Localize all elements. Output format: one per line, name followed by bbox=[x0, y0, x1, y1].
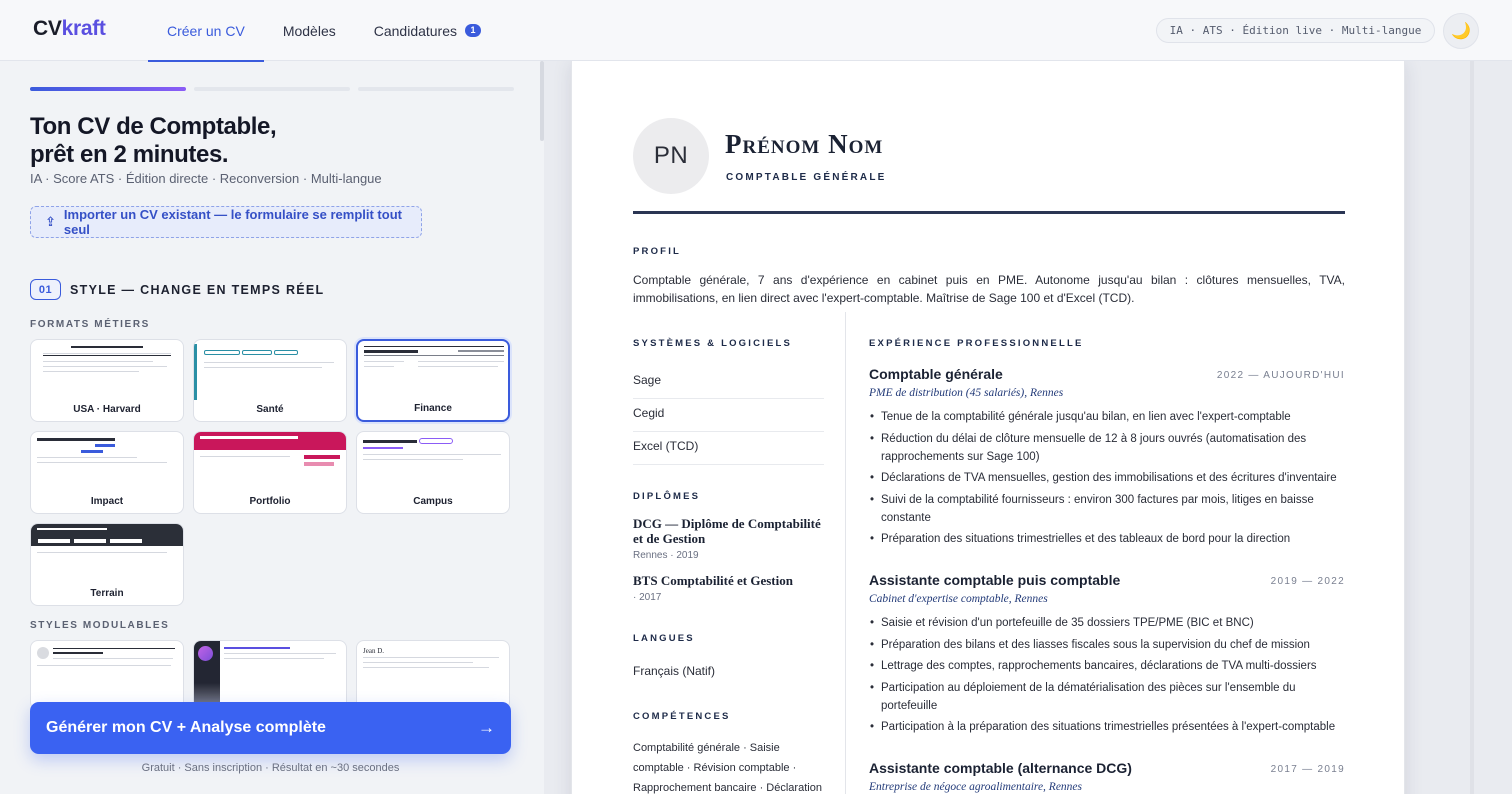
format-card-label: Santé bbox=[256, 404, 284, 415]
generate-cv-button[interactable] bbox=[30, 702, 511, 754]
modular-style-card-classic[interactable] bbox=[30, 640, 184, 710]
avatar[interactable]: PN bbox=[633, 118, 709, 194]
language-item[interactable]: Français (Natif) bbox=[633, 664, 716, 678]
page-edge-shadow bbox=[1470, 61, 1474, 794]
format-card-terrain[interactable] bbox=[30, 523, 184, 606]
import-cv-label: Importer un CV existant — le formulaire se remplit tout seul bbox=[63, 207, 402, 237]
job-dates[interactable]: 2017 — 2019 bbox=[1270, 764, 1345, 775]
system-item[interactable]: Cegid bbox=[633, 406, 824, 432]
format-card-campus[interactable] bbox=[356, 431, 510, 514]
modular-style-grid bbox=[30, 640, 510, 710]
format-card-label: Portfolio bbox=[249, 496, 291, 507]
modular-sample-name: Jean D. bbox=[363, 647, 384, 655]
modular-style-card-serif[interactable] bbox=[356, 640, 510, 710]
progress-segment-1 bbox=[30, 87, 186, 91]
job-dates[interactable]: 2019 — 2022 bbox=[1270, 576, 1345, 587]
logo-text-cv: CV bbox=[33, 17, 62, 40]
skills-text[interactable]: Comptabilité générale · Saisie comptable · Révision comptable · Rapprochement bancaire · Déclaration bbox=[633, 742, 822, 794]
languages-heading: LANGUES bbox=[633, 633, 695, 644]
step-label: STYLE — CHANGE EN TEMPS RÉEL bbox=[70, 282, 325, 297]
tab-label: Modèles bbox=[282, 22, 336, 39]
moon-icon: 🌙 bbox=[1451, 23, 1471, 40]
step-number: 01 bbox=[30, 279, 61, 300]
job-title[interactable]: Assistante comptable (alternance DCG) bbox=[869, 760, 1132, 776]
job-title[interactable]: Comptable générale bbox=[869, 366, 1003, 382]
job-title[interactable]: Assistante comptable puis comptable bbox=[869, 572, 1121, 588]
job-company[interactable]: PME de distribution (45 salariés), Rennes bbox=[869, 387, 1064, 399]
modular-style-card-dark-sidebar[interactable] bbox=[193, 640, 347, 710]
format-card-portfolio[interactable] bbox=[193, 431, 347, 514]
job-bullet[interactable]: • Participation à la préparation des situations trimestrielles présentées à l'expert-comptable bbox=[869, 718, 1345, 736]
diploma-meta: Rennes · 2019 bbox=[633, 550, 699, 561]
arrow-right-icon: → bbox=[478, 718, 495, 737]
profile-text[interactable]: Comptable générale, 7 ans d'expérience en cabinet puis en PME. Autonome jusqu'au bilan : clôtures mensuelles, TVA, immobilisations, en lien direct avec l'expert-comptable. Maîtrise de Sage 100 et d'Excel (TCD). bbox=[633, 273, 1345, 305]
job-bullets bbox=[869, 614, 1345, 740]
header-divider bbox=[633, 211, 1345, 214]
job-bullet[interactable]: • Tenue de la comptabilité générale jusqu'au bilan, en lien avec l'expert-comptable bbox=[869, 408, 1345, 426]
profile-heading: PROFIL bbox=[633, 246, 682, 257]
page-subtitle: IA · Score ATS · Édition directe · Reconversion · Multi-langue bbox=[30, 171, 382, 186]
job-dates[interactable]: 2022 — AUJOURD'HUI bbox=[1216, 370, 1345, 381]
page-title bbox=[30, 113, 276, 169]
job-bullet[interactable]: • Préparation des bilans et des liasses fiscales sous la supervision du chef de mission bbox=[869, 636, 1345, 654]
title-line-1: Ton CV de Comptable, bbox=[30, 113, 277, 140]
tab-templates[interactable] bbox=[264, 0, 355, 61]
systems-heading: SYSTÈMES & LOGICIELS bbox=[633, 338, 793, 349]
job-company[interactable]: Entreprise de négoce agroalimentaire, Rennes bbox=[869, 781, 1083, 793]
tab-label: Candidatures bbox=[373, 22, 458, 39]
system-item[interactable]: Excel (TCD) bbox=[633, 439, 824, 465]
format-card-label: USA · Harvard bbox=[73, 404, 141, 415]
diploma-title[interactable]: DCG — Diplôme de Comptabilité et de Gestion bbox=[633, 516, 821, 546]
job-bullet[interactable]: • Préparation des situations trimestrielles et des tableaux de bord pour la direction bbox=[869, 530, 1345, 548]
format-card-label: Terrain bbox=[90, 588, 124, 599]
job-bullet[interactable]: • Réduction du délai de clôture mensuelle de 12 à 8 jours ouvrés (automatisation des rapprochements sur Sage 100) bbox=[869, 430, 1345, 466]
step-progress bbox=[30, 87, 514, 91]
upload-icon: ⇪ bbox=[45, 214, 56, 229]
import-cv-button[interactable] bbox=[30, 206, 422, 238]
format-card-label: Campus bbox=[413, 496, 453, 507]
step-header bbox=[30, 279, 324, 300]
builder-panel bbox=[0, 61, 541, 794]
format-card-label: Impact bbox=[90, 496, 124, 507]
cta-footnote: Gratuit · Sans inscription · Résultat en ~30 secondes bbox=[141, 762, 400, 774]
format-grid bbox=[30, 339, 510, 606]
diploma-title[interactable]: BTS Comptabilité et Gestion bbox=[633, 573, 793, 588]
format-card-impact[interactable] bbox=[30, 431, 184, 514]
diploma-meta: · 2017 bbox=[633, 592, 662, 603]
applications-count-badge: 1 bbox=[465, 24, 481, 37]
formats-section-label: FORMATS MÉTIERS bbox=[30, 319, 150, 330]
logo-text-kraft: kraft bbox=[61, 17, 106, 40]
job-company[interactable]: Cabinet d'expertise comptable, Rennes bbox=[869, 593, 1048, 605]
progress-segment-2 bbox=[194, 87, 350, 91]
system-item[interactable]: Sage bbox=[633, 373, 824, 399]
generate-cv-label: Générer mon CV + Analyse complète bbox=[46, 719, 326, 736]
tab-create-cv[interactable] bbox=[148, 0, 264, 61]
job-bullet[interactable]: • Déclarations de TVA mensuelles, gestion des immobilisations et des écritures d'inventaire bbox=[869, 469, 1345, 487]
progress-segment-3 bbox=[358, 87, 514, 91]
logo[interactable] bbox=[33, 17, 106, 41]
format-card-usa-harvard[interactable] bbox=[30, 339, 184, 422]
format-card-sante[interactable] bbox=[193, 339, 347, 422]
job-bullet[interactable]: • Participation au déploiement de la dématérialisation des pièces sur l'ensemble du portefeuille bbox=[869, 679, 1345, 715]
cv-role[interactable]: COMPTABLE GÉNÉRALE bbox=[726, 172, 887, 183]
modular-section-label: STYLES MODULABLES bbox=[30, 620, 170, 631]
cv-preview-area bbox=[544, 61, 1512, 794]
tab-label: Créer un CV bbox=[167, 22, 245, 39]
skills-heading: COMPÉTENCES bbox=[633, 711, 731, 722]
job-bullets bbox=[869, 408, 1345, 552]
format-card-finance[interactable] bbox=[356, 339, 510, 422]
title-line-2: prêt en 2 minutes. bbox=[30, 141, 229, 168]
cv-page bbox=[571, 61, 1405, 794]
job-bullet[interactable]: • Lettrage des comptes, rapprochements bancaires, déclarations de TVA multi-dossiers bbox=[869, 657, 1345, 675]
column-divider bbox=[845, 312, 846, 794]
top-bar bbox=[0, 0, 1512, 61]
job-bullet[interactable]: • Suivi de la comptabilité fournisseurs : environ 300 factures par mois, litiges en baisse constante bbox=[869, 491, 1345, 527]
experience-heading: EXPÉRIENCE PROFESSIONNELLE bbox=[869, 338, 1084, 349]
job-bullet[interactable]: • Saisie et révision d'un portefeuille de 35 dossiers TPE/PME (BIC et BNC) bbox=[869, 614, 1345, 632]
cv-name[interactable]: Prénom Nom bbox=[725, 129, 884, 159]
diplomas-heading: DIPLÔMES bbox=[633, 491, 701, 502]
theme-toggle-button[interactable] bbox=[1443, 13, 1479, 49]
format-card-label: Finance bbox=[414, 403, 452, 414]
main-nav bbox=[148, 0, 500, 61]
tab-applications[interactable] bbox=[355, 0, 500, 61]
features-pill: IA · ATS · Édition live · Multi-langue bbox=[1156, 18, 1435, 43]
